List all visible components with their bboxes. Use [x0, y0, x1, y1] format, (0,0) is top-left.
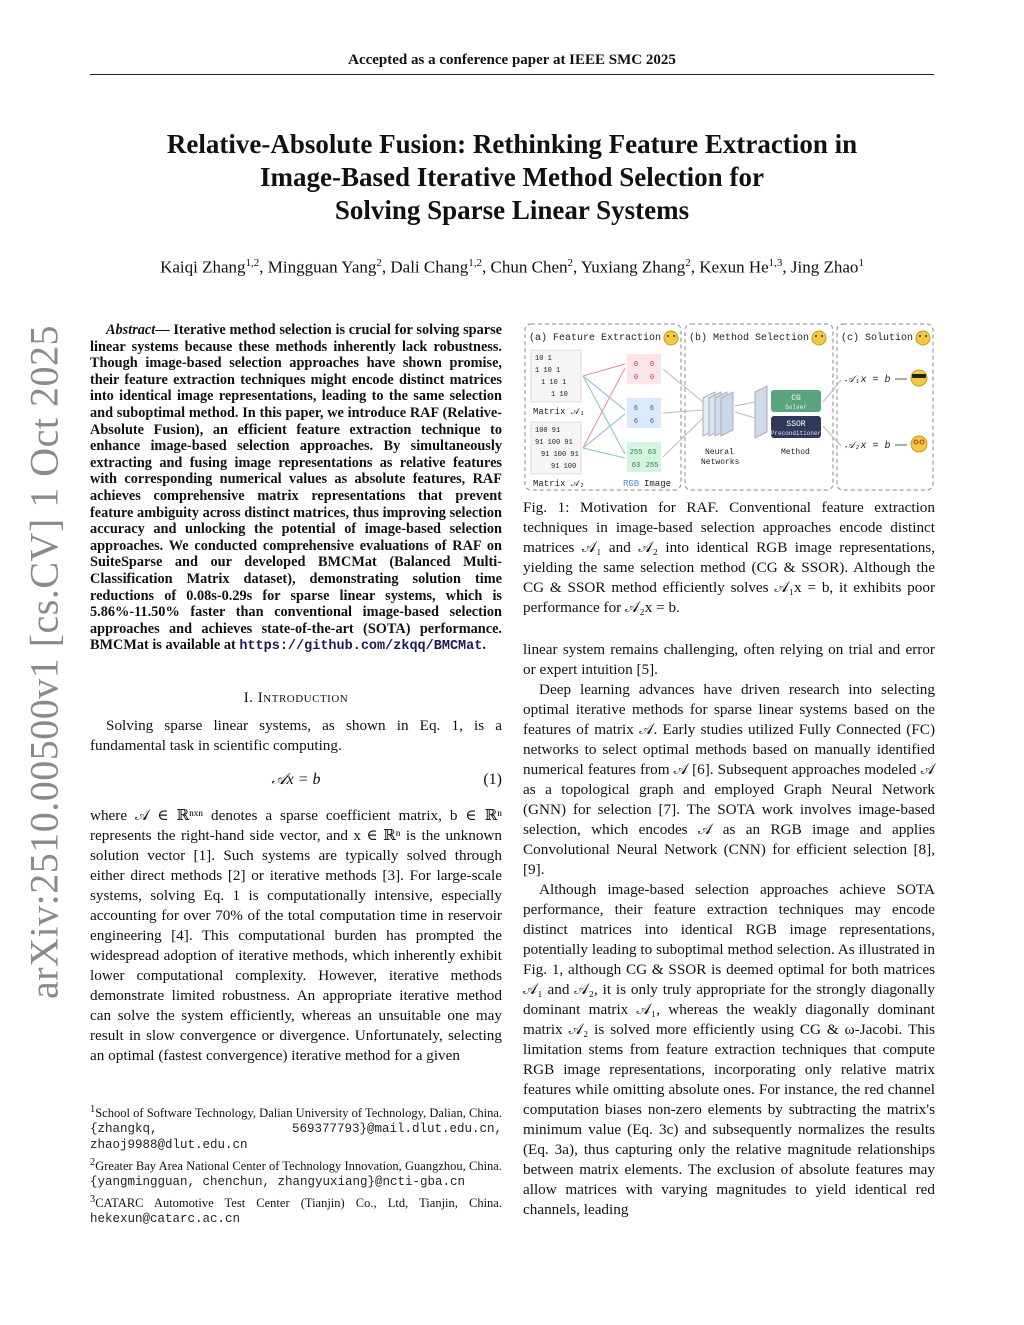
paragraph-deep-learning: Deep learning advances have driven research into selecting optimal iterative methods for sparse linear systems based on the features of matrix 𝒜. Early studies utilized Fully Connected (FC) networks to select optimal methods based on manually identified numerical features from 𝒜 [6]. Subsequent approaches modeled 𝒜 as a topological graph and employed Graph Neural Network (GNN) for selection [7]. The SOTA work involves image-based selection, which encodes 𝒜 as an RGB image and applies Convolutional Neural Network (CNN) for efficient selection [8], [9]. [523, 681, 935, 878]
author-affiliation: 2 [685, 257, 691, 269]
intro-paragraph-1 [90, 716, 502, 756]
footnote-text: School of Software Technology, Dalian University of Technology, Dalian, China. [95, 1106, 502, 1121]
matrix-a2 [531, 422, 581, 474]
method-label: Method [781, 448, 810, 457]
author-name: Jing Zhao [790, 257, 859, 277]
rgb-image [627, 354, 661, 472]
author-name: Kaiqi Zhang [160, 257, 246, 277]
equation-number: (1) [483, 771, 502, 788]
repository-link[interactable]: https://github.com/zkqq/BMCMat [239, 639, 483, 655]
abstract: Abstract— Iterative method selection is crucial for solving sparse linear systems because these methods inherently lack robustness. Though image-based selection approaches have shown promise, their feature extraction techniques might encode distinct matrices into identical image representations, leading to the same selection and suboptimal method. In this paper, we introduce RAF (Relative-Absolute Fusion), an efficient feature extraction technique to enhance image-based selection approaches. By simultaneously extracting and fusing image representations as relative features with corresponding numerical values as absolute features, RAF achieves comprehensive matrix representations that prevent feature ambiguity across distinct matrices, thus improving selection accuracy and unlocking the potential of image-based selection approaches. We conducted comprehensive evaluations of RAF on SuiteSparse and our developed BMCMat (Balanced Multi-Classification Matrix dataset), demonstrating solution time reductions of 0.08s-0.29s for sparse linear systems, which is 5.86%-11.50% faster than conventional image-based selection approaches and achieves state-of-the-art (SOTA) performance. BMCMat is available at https://github.com/zkqq/BMCMat. [90, 322, 502, 655]
author-affiliation: 1,3 [768, 257, 783, 269]
section-title: Introduction [257, 690, 349, 706]
author-name: Kexun He [699, 257, 769, 277]
rgb-label-rgb: RGB [623, 479, 640, 489]
network-to-method-arrows [735, 402, 755, 418]
rgb-cell: 255 [629, 449, 643, 457]
author-name: Mingguan Yang [267, 257, 377, 277]
dizzy-face-icon [911, 436, 927, 452]
intro-paragraph-2 [90, 806, 502, 1066]
intro-text: Solving sparse linear systems, as shown in Eq. 1, is a fundamental task in scientific computing. [90, 717, 502, 754]
matrix-a1-row: 1 10 1 [535, 367, 561, 375]
rgb-cell: 6 [633, 418, 639, 426]
section-number: I. [243, 690, 254, 706]
footnote-emails: {yangmingguan, chenchun, zhangyuxiang}@ncti-gba.cn [90, 1175, 466, 1190]
footnotes [90, 1102, 502, 1227]
rgb-to-network-arrows [663, 369, 703, 457]
ssor-label-2: Preconditioner [770, 430, 822, 437]
matrix-a1 [531, 350, 581, 402]
rgb-cell: 0 [633, 374, 639, 382]
author-name: Yuxiang Zhang [580, 257, 686, 277]
abstract-label: Abstract [106, 322, 156, 338]
paragraph-continued: linear system remains challenging, often relying on trial and error or expert intuition [5]. [523, 641, 935, 678]
author-affiliation: 2 [567, 257, 574, 269]
rgb-label-image: Image [644, 479, 672, 489]
matrix-a2-row: 91 100 91 [541, 451, 579, 459]
header-rule [90, 74, 934, 75]
footnote-text: CATARC Automotive Test Center (Tianjin) Co., Ltd, Tianjin, China. [95, 1196, 502, 1211]
matrix-a1-row: 1 10 [551, 391, 568, 399]
solution-eq-2: 𝒜₂x = b [845, 441, 891, 452]
matrix-a2-row: 100 91 [535, 427, 561, 435]
thinking-face-icon [812, 331, 826, 345]
footnote-2 [90, 1155, 502, 1190]
title-line-3: Solving Sparse Linear Systems [334, 195, 690, 225]
figure-1-diagram [523, 322, 935, 492]
author-list: Kaiqi Zhang$^{1,2}$, Mingguan Yang$^2$, Dali Chang$^{1,2}$, Chun Chen$^2$, Yuxiang Zhang$^2$, Kexun He$^{1,3}$, Jing Zhao$^1$ [160, 257, 864, 277]
footnote-3 [90, 1192, 502, 1227]
cg-solver-label-1: CG [791, 394, 801, 403]
rgb-cell: 255 [645, 462, 659, 470]
rgb-cell: 63 [631, 462, 641, 470]
footnote-1 [90, 1102, 502, 1153]
green-arrows [583, 376, 625, 458]
method-to-solution-arrows [823, 380, 841, 446]
equation-body: 𝒜x = b [271, 771, 321, 788]
author-affiliation: 1,2 [245, 257, 260, 269]
footnote-emails: hekexun@catarc.ac.cn [90, 1212, 241, 1227]
panel-c-title: (c) Solution [841, 333, 914, 344]
thinking-face-icon [916, 331, 930, 345]
thinking-face-icon [664, 331, 678, 345]
arxiv-identifier: arXiv:2510.00500v1 [cs.CV] 1 Oct 2025 [21, 325, 67, 999]
rgb-cell: 6 [649, 405, 655, 413]
panel-a-title: (a) Feature Extraction [529, 333, 662, 344]
footnote-text: Greater Bay Area National Center of Technology Innovation, Guangzhou, China. [95, 1159, 502, 1174]
title-line-1: Relative-Absolute Fusion: Rethinking Feature Extraction in [166, 129, 858, 159]
figure-caption: Fig. 1: Motivation for RAF. Conventional feature extraction techniques in image-based selection approaches encode distinct matrices 𝒜₁ and 𝒜₂ into identical RGB image representations, yielding the same selection method (CG & SSOR). Although the CG & SSOR method efficiently solves 𝒜₁x = b, it exhibits poor performance for 𝒜₂x = b. [523, 499, 935, 616]
solution-eq-1: 𝒜₁x = b [845, 375, 891, 386]
intro-text: where 𝒜 ∈ ℝⁿˣⁿ denotes a sparse coefficient matrix, b ∈ ℝⁿ represents the right-hand side vector, and x ∈ ℝⁿ is the unknown solution vector [1]. Such systems are typically solved through either direct methods [2] or iterative methods [3]. For large-scale systems, solving Eq. 1 is computationally intensive, especially accounting for over 70% of the total computation time in reservoir engineering [4]. This computational burden has prompted the widespread adoption of iterative methods, which inherently exhibit lower computational complexity. However, iterative methods demonstrate limited robustness. An appropriate iterative method can solve the system efficiently, whereas an unsuitable one may result in slow convergence or divergence. Unfortunately, selecting an optimal (fastest convergence) iterative method for a given [90, 807, 502, 1064]
footnote-emails: {zhangkq, 569377793}@mail.dlut.edu.cn, zhaoj9988@dlut.edu.cn [90, 1122, 502, 1153]
ssor-label-1: SSOR [786, 420, 806, 429]
neural-network-icon [703, 392, 733, 436]
conference-header: Accepted as a conference paper at IEEE SMC 2025 [348, 52, 676, 68]
abstract-text: Iterative method selection is crucial for solving sparse linear systems because these methods inherently lack robustness. Though image-based selection approaches have shown promise, their feature extraction techniques might encode distinct matrices into identical image representations, leading to the same selection and suboptimal method. In this paper, we introduce RAF (Relative-Absolute Fusion), an efficient feature extraction technique to enhance image-based selection approaches. By simultaneously extracting and fusing image representations as relative features with corresponding numerical values as absolute features, RAF achieves comprehensive matrix representations that prevent feature ambiguity across distinct matrices, thus improving selection accuracy and unlocking the potential of image-based selection approaches. We conducted comprehensive evaluations of RAF on SuiteSparse and our developed BMCMat (Balanced Multi-Classification Matrix dataset), demonstrating solution time reductions of 0.08s-0.29s for sparse linear systems, which is 5.86%-11.50% faster than conventional image-based selection approaches and achieves state-of-the-art (SOTA) performance. BMCMat is available at [90, 322, 502, 654]
matrix-a1-label: Matrix 𝒜₁ [533, 407, 585, 417]
rgb-cell: 63 [647, 449, 657, 457]
paragraph-limitation: Although image-based selection approaches achieve SOTA performance, their feature extraction techniques may encode distinct matrices into identical RGB image representations, potentially leading to suboptimal method selection. As illustrated in Fig. 1, although CG & SSOR is deemed optimal for both matrices 𝒜₁ and 𝒜₂, it is only truly appropriate for the strongly diagonally dominant matrix 𝒜₁, whereas the weakly diagonally dominant matrix 𝒜₂ is solved more efficiently using CG & ω-Jacobi. This limitation stems from feature extraction techniques that compute RGB image representations, incorporating only relative matrix features while omitting absolute ones. For instance, the red channel computation biases non-zero elements by subtracting the matrix's minimum value (Eq. 3c) and subsequently normalizes the results (Eq. 3a), thus capturing only the relative magnitude relationships between matrix elements. The exclusion of absolute features may allow matrices with varying magnitudes to yield identical red channels, leading [523, 881, 935, 1218]
panel-b-title: (b) Method Selection [689, 333, 810, 344]
rgb-cell: 0 [633, 361, 639, 369]
rgb-cell: 6 [633, 405, 639, 413]
neural-networks-label-line1: Neural [705, 448, 734, 457]
matrix-a1-row: 1 10 1 [541, 379, 567, 387]
rgb-cell: 0 [649, 374, 655, 382]
rgb-cell: 6 [649, 418, 655, 426]
abstract-end: . [482, 637, 486, 654]
neural-networks-label-line2: Networks [701, 458, 740, 467]
footnote-mark: 3 [90, 1194, 96, 1206]
equation-1 [90, 771, 502, 793]
author-affiliation: 1 [858, 257, 864, 269]
red-arrows [583, 364, 625, 448]
footnote-mark: 1 [90, 1104, 96, 1115]
author-affiliation: 1,2 [468, 257, 483, 269]
author-affiliation: 2 [376, 257, 382, 269]
figure-1 [523, 322, 935, 492]
cg-solver-label-2: Solver [785, 404, 807, 411]
author-name: Dali Chang [390, 257, 469, 277]
rgb-cell: 0 [649, 361, 655, 369]
matrix-a1-row: 10 1 [535, 355, 552, 363]
right-column-text [523, 640, 935, 1220]
author-name: Chun Chen [490, 257, 568, 277]
cool-face-icon [911, 370, 927, 386]
footnote-mark: 2 [90, 1157, 96, 1169]
matrix-a2-row: 91 100 91 [535, 439, 573, 447]
panel-c-border [837, 324, 933, 490]
matrix-a2-row: 91 100 [551, 463, 577, 471]
method-layer [755, 386, 767, 438]
title-line-2: Image-Based Iterative Method Selection for [260, 162, 764, 192]
paper-title [90, 128, 934, 227]
section-heading [90, 690, 502, 707]
matrix-a2-label: Matrix 𝒜₂ [533, 479, 585, 489]
